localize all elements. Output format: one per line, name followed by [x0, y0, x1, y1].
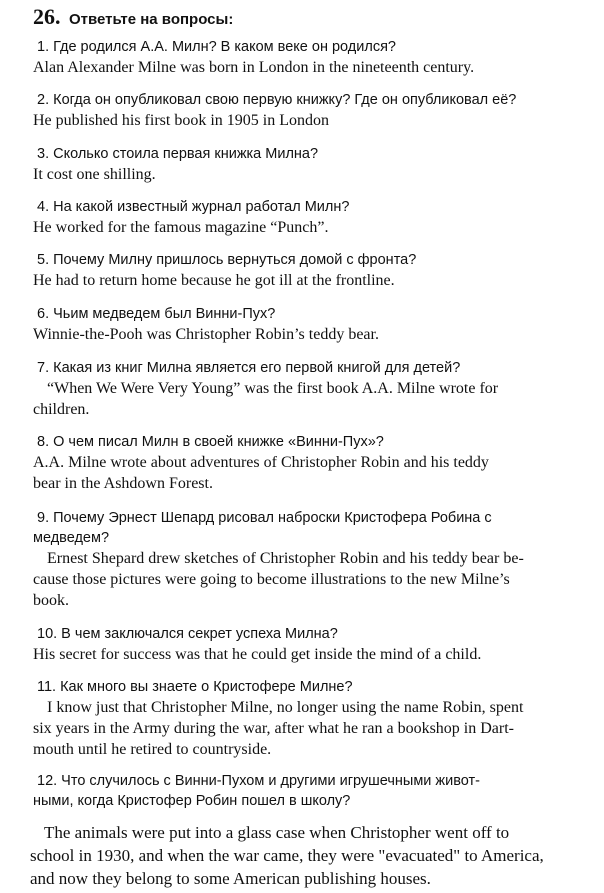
qa-item-4	[33, 197, 573, 238]
qa-item-8	[33, 432, 573, 494]
answer-9-line-2: cause those pictures were going to become illustrations to the new Milne’s	[33, 571, 510, 588]
question-8: 8. О чем писал Милн в своей книжке «Винни-Пух»?	[37, 434, 384, 450]
answer-8-line-1: A.A. Milne wrote about adventures of Christopher Robin and his teddy	[33, 454, 489, 471]
question-2: 2. Когда он опубликовал свою первую книжку? Где он опубликовал её?	[37, 92, 517, 108]
question-1: 1. Где родился А.А. Милн? В каком веке он родился?	[37, 39, 396, 55]
exercise-number: 26.	[33, 4, 61, 29]
answer-7-line-2: children.	[33, 401, 90, 418]
question-9-line-2: медведем?	[33, 530, 110, 546]
question-3: 3. Сколько стоила первая книжка Милна?	[37, 146, 319, 162]
question-9-line-1: 9. Почему Эрнест Шепард рисовал наброски Кристофера Робина с	[37, 510, 492, 526]
answer-7-line-1: “When We Were Very Young” was the first book A.A. Milne wrote for	[47, 380, 499, 397]
question-12-line-1: 12. Что случилось с Винни-Пухом и другими игрушечными живот-	[37, 773, 480, 789]
answer-11-line-1: I know just that Christopher Milne, no longer using the name Robin, spent	[47, 699, 524, 716]
answer-5: He had to return home because he got ill at the frontline.	[33, 272, 395, 289]
question-10: 10. В чем заключался секрет успеха Милна?	[37, 626, 338, 642]
answer-12-block	[30, 821, 586, 890]
question-7: 7. Какая из книг Милна является его первой книгой для детей?	[37, 360, 461, 376]
question-11: 11. Как много вы знаете о Кристофере Милне?	[37, 679, 353, 695]
answer-11-line-3: mouth until he retired to countryside.	[33, 741, 272, 758]
answer-6: Winnie-the-Pooh was Christopher Robin’s teddy bear.	[33, 326, 379, 343]
answer-12-line-2: school in 1930, and when the war came, they were "evacuated" to America,	[30, 846, 544, 865]
exercise-heading	[33, 4, 233, 30]
question-6: 6. Чьим медведем был Винни-Пух?	[37, 306, 276, 322]
qa-item-12	[33, 771, 573, 811]
answer-8-line-2: bear in the Ashdown Forest.	[33, 475, 213, 492]
exercise-title: Ответьте на вопросы:	[68, 11, 234, 28]
question-5: 5. Почему Милну пришлось вернуться домой с фронта?	[37, 252, 417, 268]
qa-item-1	[33, 37, 573, 78]
qa-item-6	[33, 304, 573, 345]
answer-1: Alan Alexander Milne was born in London in the nineteenth century.	[33, 59, 475, 76]
answer-3: It cost one shilling.	[33, 166, 156, 183]
qa-item-7	[33, 358, 573, 420]
qa-item-5	[33, 250, 573, 291]
qa-item-9	[33, 508, 573, 611]
question-12-line-2: ными, когда Кристофер Робин пошел в школу?	[33, 793, 351, 809]
qa-item-2	[33, 90, 573, 131]
answer-12-line-1: The animals were put into a glass case when Christopher went off to	[44, 823, 510, 842]
answer-11-line-2: six years in the Army during the war, after what he ran a bookshop in Dart-	[33, 720, 514, 737]
question-4: 4. На какой известный журнал работал Милн?	[37, 199, 350, 215]
answer-12-line-3: and now they belong to some American publishing houses.	[30, 869, 431, 888]
answer-4: He worked for the famous magazine “Punch”.	[33, 219, 329, 236]
qa-item-10	[33, 624, 573, 665]
answer-10: His secret for success was that he could get inside the mind of a child.	[33, 646, 482, 663]
answer-9-line-3: book.	[33, 592, 69, 609]
answer-9-line-1: Ernest Shepard drew sketches of Christopher Robin and his teddy bear be-	[47, 550, 524, 567]
qa-item-11	[33, 677, 573, 760]
qa-item-3	[33, 144, 573, 185]
answer-2: He published his first book in 1905 in London	[33, 112, 329, 129]
